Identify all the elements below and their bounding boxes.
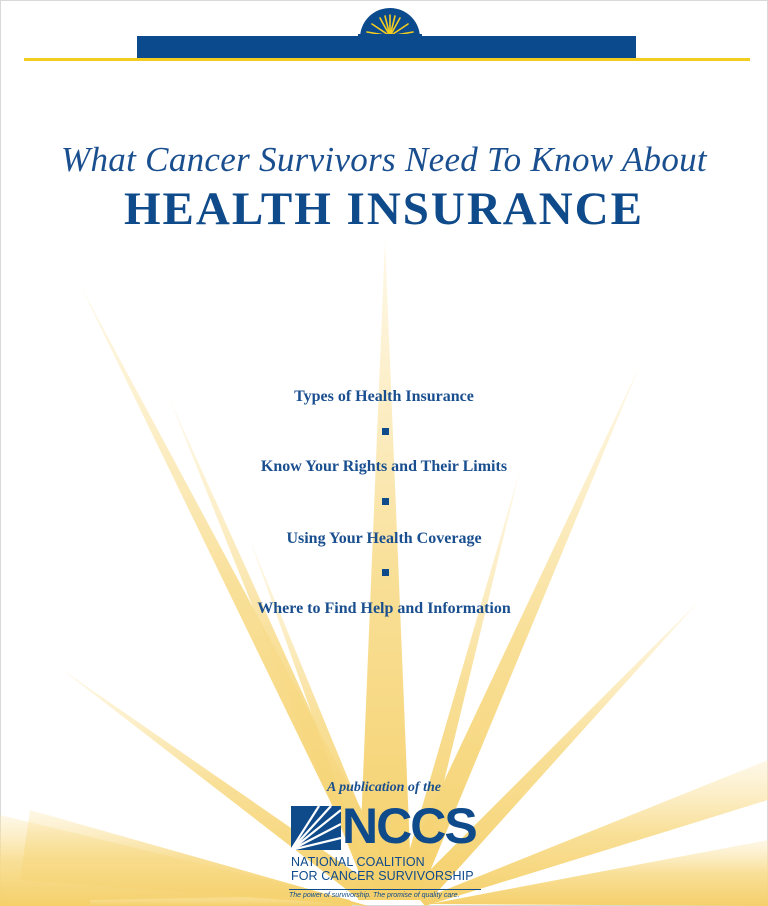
cover-subtitle: What Cancer Survivors Need To Know About (61, 140, 707, 179)
topic-bullet (382, 428, 389, 435)
header-rule (24, 58, 750, 61)
header-bar (137, 36, 636, 58)
tagline-rule (289, 889, 481, 890)
sun-icon (358, 6, 422, 38)
topic-know-your-rights: Know Your Rights and Their Limits (260, 458, 508, 475)
topic-bullet (382, 569, 389, 576)
topic-find-help: Where to Find Help and Information (257, 600, 511, 617)
publication-intro: A publication of the (327, 780, 441, 795)
organization-name-line2: FOR CANCER SURVIVORSHIP (291, 869, 474, 883)
organization-name-line1: NATIONAL COALITION (291, 855, 425, 869)
cover-title: HEALTH INSURANCE (124, 183, 644, 235)
organization-name (291, 855, 491, 883)
nccs-logo-icon (291, 806, 341, 850)
topic-using-coverage: Using Your Health Coverage (286, 530, 482, 547)
topic-bullet (382, 498, 389, 505)
organization-tagline: The power of survivorship. The promise of quality care. (289, 892, 460, 899)
topic-types-of-insurance: Types of Health Insurance (294, 388, 474, 405)
nccs-logo-text: NCCS (342, 798, 476, 854)
